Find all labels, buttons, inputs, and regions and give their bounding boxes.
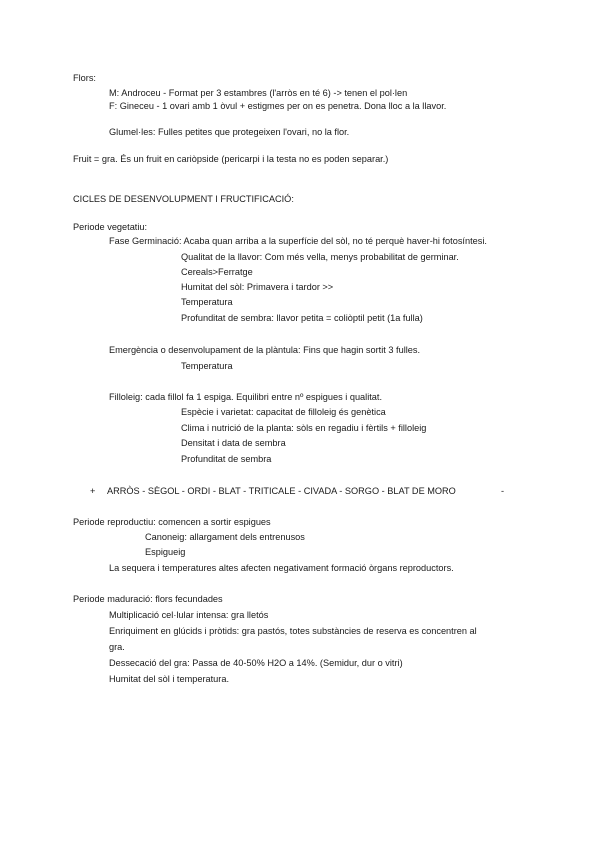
glumeles-line: Glumel·les: Fulles petites que protegeixen l'ovari, no la flor. (109, 127, 350, 137)
scale-plus: + (90, 486, 96, 496)
filloleig-item: Profunditat de sembra (181, 454, 272, 464)
filloleig-item: Clima i nutrició de la planta: sòls en regadiu i fèrtils + filloleig (181, 423, 427, 433)
multiplicacio-line: Multiplicació cel·lular intensa: gra lletós (109, 610, 269, 620)
germinacio-item: Profunditat de sembra: llavor petita = coliòptil petit (1a fulla) (181, 313, 423, 323)
maduracio-heading: Periode maduració: flors fecundades (73, 594, 223, 604)
fruit-line: Fruit = gra. És un fruit en cariòpside (pericarpi i la testa no es poden separar.) (73, 154, 389, 164)
reproductiu-heading: Periode reproductiu: comencen a sortir espigues (73, 517, 271, 527)
germinacio-item: Cereals>Ferratge (181, 267, 253, 277)
emergencia-item: Temperatura (181, 361, 233, 371)
humitat-line: Humitat del sòl i temperatura. (109, 674, 229, 684)
reproductiu-item: Canoneig: allargament dels entrenusos (145, 532, 305, 542)
enriquiment-line-cont: gra. (109, 642, 125, 652)
reproductiu-item: Espigueig (145, 547, 186, 557)
reproductiu-note: La sequera i temperatures altes afecten negativament formació òrgans reproductors. (109, 563, 454, 573)
flors-heading: Flors: (73, 73, 96, 83)
germinacio-item: Qualitat de la llavor: Com més vella, menys probabilitat de germinar. (181, 252, 459, 262)
emergencia-line: Emergència o desenvolupament de la plàntula: Fins que hagin sortit 3 fulles. (109, 345, 421, 355)
vegetatiu-heading: Periode vegetatiu: (73, 222, 148, 232)
germinacio-item: Temperatura (181, 297, 233, 307)
germinacio-item: Humitat del sòl: Primavera i tardor >> (181, 282, 334, 292)
filloleig-item: Espècie i varietat: capacitat de filloleig és genètica (181, 407, 386, 417)
germinacio-line: Fase Germinació: Acaba quan arriba a la superfície del sòl, no té perquè haver-hi fotosíntesi. (109, 236, 487, 246)
cereals-scale-list: ARRÒS - SÈGOL - ORDI - BLAT - TRITICALE - CIVADA - SORGO - BLAT DE MORO (107, 486, 456, 496)
filloleig-line: Filloleig: cada fillol fa 1 espiga. Equilibri entre nº espigues i qualitat. (109, 392, 383, 402)
gineceu-line: F: Gineceu - 1 ovari amb 1 òvul + estigmes per on es penetra. Dona lloc a la llavor. (109, 101, 447, 111)
dessecacio-line: Dessecació del gra: Passa de 40-50% H2O a 14%. (Semidur, dur o vitri) (109, 658, 403, 668)
scale-minus: - (501, 486, 505, 496)
filloleig-item: Densitat i data de sembra (181, 438, 286, 448)
androceu-line: M: Androceu - Format per 3 estambres (l'arròs en té 6) -> tenen el pol·len (109, 88, 408, 98)
enriquiment-line: Enriquiment en glúcids i pròtids: gra pastós, totes substàncies de reserva es concentren al (109, 626, 477, 636)
cicles-title: CICLES DE DESENVOLUPMENT I FRUCTIFICACIÓ: (73, 194, 294, 204)
